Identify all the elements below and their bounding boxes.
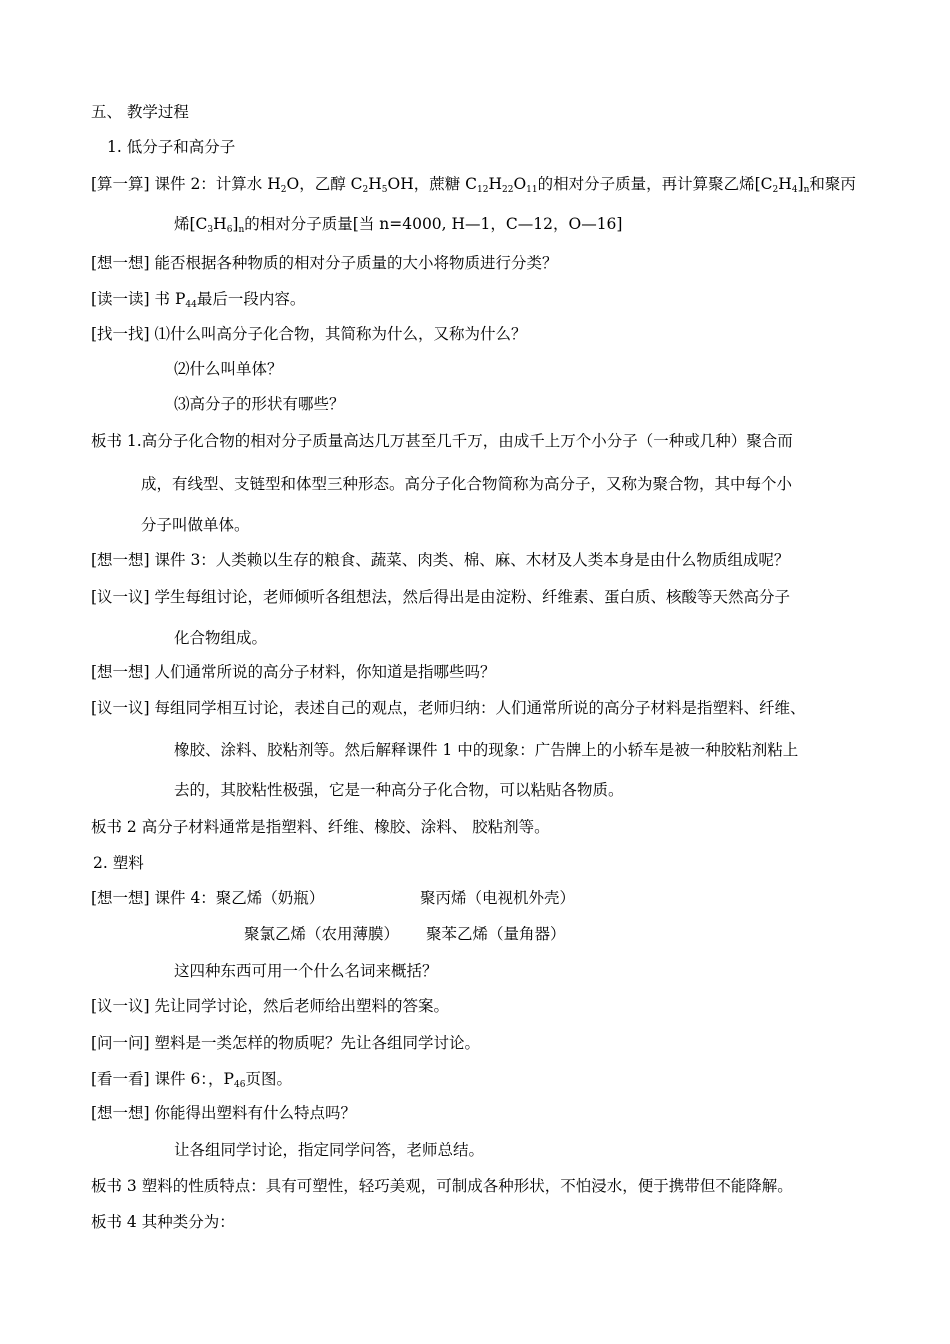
text-line: ⑵什么叫单体？ [174, 360, 283, 378]
text: O，乙醇 C [286, 175, 363, 193]
text-line: [想一想] 人们通常所说的高分子材料，你知道是指哪些吗？ [91, 663, 496, 681]
text: ] [232, 215, 239, 233]
text: 烯[C [174, 215, 208, 233]
subscript: 44 [185, 300, 197, 310]
text: H [368, 175, 382, 193]
subscript: 3 [207, 225, 214, 235]
text: OH，蔗糖 C [387, 175, 478, 193]
subscript: 2 [362, 185, 369, 195]
text-line: 聚氯乙烯（农用薄膜） [244, 925, 400, 943]
text-line: 板书 3 塑料的性质特点：具有可塑性，轻巧美观，可制成各种形状，不怕浸水，便于携带但不能降解。 [91, 1177, 793, 1195]
text: 的相对分子质量，再计算聚乙烯[C [537, 175, 773, 193]
text-line: ⑶高分子的形状有哪些？ [174, 395, 345, 413]
text-line-calc-cont [174, 214, 622, 240]
text-line: 聚丙烯（电视机外壳） [420, 889, 576, 907]
text-line-read [91, 289, 305, 315]
subscript: 2 [772, 185, 779, 195]
text-line: 板书 2 高分子材料通常是指塑料、纤维、橡胶、涂料、 胶粘剂等。 [91, 818, 550, 836]
subscript: 6 [226, 225, 233, 235]
text: H [213, 215, 227, 233]
text-line: 去的，其胶粘性极强，它是一种高分子化合物，可以粘贴各物质。 [174, 781, 624, 799]
subsection-heading: 2. 塑料 [93, 854, 144, 872]
text-line: [问一问] 塑料是一类怎样的物质呢？先让各组同学讨论。 [91, 1034, 481, 1052]
text: [算一算] 课件 2：计算水 H [91, 175, 281, 193]
text-line: [想一想] 你能得出塑料有什么特点吗？ [91, 1104, 357, 1122]
text-line: 橡胶、涂料、胶粘剂等。然后解释课件 1 中的现象：广告牌上的小轿车是被一种胶粘剂粘上 [174, 741, 799, 759]
subscript: 11 [526, 185, 538, 195]
subscript: 46 [234, 1080, 246, 1090]
text-line: [议一议] 每组同学相互讨论，表述自己的观点，老师归纳：人们通常所说的高分子材料是指塑料、纤维、 [91, 699, 806, 717]
text: [看一看] 课件 6：，P [91, 1070, 234, 1088]
text-line: 让各组同学讨论，指定同学问答，老师总结。 [174, 1141, 485, 1159]
subscript: n [803, 185, 810, 195]
text: ] [797, 175, 804, 193]
text-line: [想一想] 能否根据各种物质的相对分子质量的大小将物质进行分类？ [91, 254, 558, 272]
subscript: 2 [280, 185, 287, 195]
text: H [778, 175, 792, 193]
text-line: 板书 4 其种类分为： [91, 1213, 235, 1231]
text: 最后一段内容。 [196, 290, 306, 308]
subsection-heading: 1. 低分子和高分子 [107, 138, 236, 156]
text-line: 聚苯乙烯（量角器） [426, 925, 566, 943]
subscript: 4 [791, 185, 798, 195]
text: O [513, 175, 527, 193]
text-line: 板书 1.高分子化合物的相对分子质量高达几万甚至几千万，由成千上万个小分子（一种或几种）聚合而 [91, 432, 793, 450]
text-line: [想一想] 课件 4：聚乙烯（奶瓶） [91, 889, 325, 907]
text: [读一读] 书 P [91, 290, 186, 308]
subscript: 12 [477, 185, 489, 195]
text-line: [议一议] 先让同学讨论，然后老师给出塑料的答案。 [91, 997, 450, 1015]
text-line: 分子叫做单体。 [141, 516, 250, 534]
text-line: 化合物组成。 [174, 629, 268, 647]
text: H [488, 175, 502, 193]
subscript: n [238, 225, 245, 235]
subscript: 5 [381, 185, 388, 195]
text: 页图。 [245, 1070, 292, 1088]
text-line: [想一想] 课件 3：人类赖以生存的粮食、蔬菜、肉类、棉、麻、木材及人类本身是由什么物质组成呢？ [91, 551, 790, 569]
text: 的相对分子质量[当 n=4000, H—1，C—12，O—16] [244, 215, 623, 233]
subscript: 22 [502, 185, 514, 195]
text-line: 这四种东西可用一个什么名词来概括？ [174, 962, 438, 980]
text-line: [找一找] ⑴什么叫高分子化合物，其简称为什么，又称为什么？ [91, 325, 527, 343]
text-line: 成，有线型、支链型和体型三种形态。高分子化合物简称为高分子，又称为聚合物，其中每个小 [141, 475, 793, 493]
text-line-calc [91, 174, 856, 200]
section-heading: 五、 教学过程 [91, 103, 189, 121]
text-line: [议一议] 学生每组讨论，老师倾听各组想法，然后得出是由淀粉、纤维素、蛋白质、核酸等天然高分子 [91, 588, 791, 606]
text: 和聚丙 [809, 175, 856, 193]
text-line-look [91, 1069, 292, 1095]
